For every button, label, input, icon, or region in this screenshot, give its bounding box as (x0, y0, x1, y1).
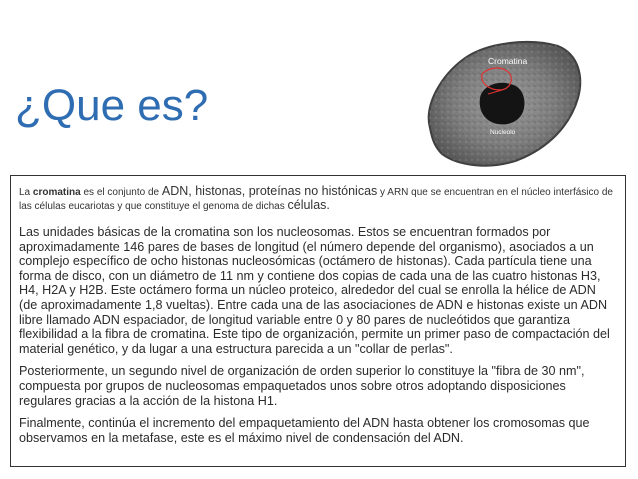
p1-e: y ARN que se encuentran en el núcleo interfásico de las células eucariotas y que constituye el genoma de dichas (19, 187, 613, 212)
p1-f: células. (287, 198, 330, 212)
paragraph-nucleosomes: Las unidades básicas de la cromatina son los nucleosomas. Estos se encuentran formados por aproximadamente 146 pares de bases de longitud (el número depende del organismo), asociados a un complejo específico de ocho histonas nucleosómicas (octámero de histonas). Cada partícula tiene una forma de disco, con un diámetro de 11 nm y contiene dos copias de cada una de las cuatro histonas H3, H4, H2A y H2B. Este octámero forma un núcleo proteico, alrededor del cual se enrolla la hélice de ADN (de aproximadamente 1,8 vueltas). Entre cada una de las asociaciones de ADN e histonas existe un ADN libre llamado ADN espaciador, de longitud variable entre 0 y 80 pares de nucleótidos que garantiza flexibilidad a la fibra de cromatina. Este tipo de organización, permite un primer paso de compactación del material genético, y da lugar a una estructura parecida a un "collar de perlas". (19, 225, 610, 356)
paragraph-condensation: Finalmente, continúa el incremento del empaquetamiento del ADN hasta obtener los cromosomas que observamos en la metafase, este es el máximo nivel de condensación del ADN. (19, 416, 590, 445)
paragraph-definition (19, 185, 617, 213)
p1-a: La (19, 187, 33, 198)
paragraph-30nm-fiber: Posteriormente, un segundo nivel de organización de orden superior lo constituye la "fibra de 30 nm", compuesta por grupos de nucleosomas empaquetados unos sobre otros adoptando disposiciones regulares gracias a la acción de la histona H1. (19, 364, 585, 408)
slide-title: ¿Que es? (15, 81, 209, 130)
p1-b: cromatina (32, 187, 81, 198)
chromatin-label: Cromatina (488, 56, 528, 66)
nucleolus-label: Nucleolo (490, 129, 516, 136)
content-box (10, 175, 626, 467)
p1-c: es el conjunto de (80, 187, 162, 198)
nucleolus (480, 83, 525, 125)
micrograph-image (420, 36, 585, 171)
p1-d: ADN, histonas, proteínas no histónicas (161, 184, 378, 198)
